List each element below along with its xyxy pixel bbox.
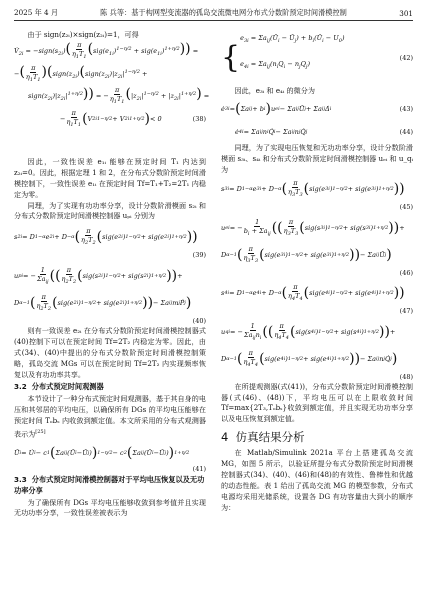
equation-number: (41)	[192, 464, 206, 473]
equation-number: (42)	[399, 54, 413, 62]
page-number: 301	[399, 8, 413, 18]
equation-39: s 2i = D 1−α e 2i + D −α ( $\frac{\pi}{\eta_2T_2}$ ( sig(e 2i ) 1−η/2 + sig(e 2i ) 1+η/2 )) (39)	[14, 227, 206, 260]
equation-number: (40)	[192, 317, 206, 326]
equation-number: (38)	[192, 114, 206, 123]
paragraph: 同理，为了实现电压恢复和无功功率分享，设计分数阶滑模面 s₃ᵢ、s₄ᵢ 和分布式分数阶预定时间滑模控制器 uₑᵢ 和 u_qᵢ 为	[221, 142, 413, 174]
header-title: 陈 兵等：基于构网型变流器的孤岛交流微电网分布式分数阶预定时间滑模控制	[100, 8, 347, 17]
equation-number: (47)	[399, 306, 413, 315]
right-column	[221, 30, 413, 514]
section-heading-4: 4 仿真结果分析	[221, 430, 305, 445]
header-rule	[14, 20, 413, 21]
paragraph: 则有一致误差 e₂ᵢ 在分布式分数阶预定时间滑模控制器式(40)控制下可以在预定时间 Tf=2T₂ 内稳定为零。因此，由式(34)、(40)中提出的分布式分数阶预定时间滑模控制策略，孤岛交流 MGs 可以在预定时间 Tf=2T₂ 内实现频率恢复以及有功功率共享。	[14, 326, 206, 379]
equation-number: (39)	[192, 251, 206, 260]
section-heading-3-2: 3.2 分布式预定时间观测器	[14, 381, 104, 391]
paragraph: 本节设计了一种分布式预定时间观测器，基于其自身的电压和其邻居的平均电压，以确保所有 DGs 的平均电压能够在预定时间 Tₒbₛ 内收敛到额定值。本文所采用的分布式观测器表示为[25]	[14, 393, 206, 438]
left-column	[14, 30, 210, 519]
equation-41: Ū̇ i = U̇ i − c 1 ( Σa ij (Ū i −Ū j ) ) 1−η/2 − c 2 ( Σa ij (Ū i −Ū j ) ) 1+η/2 (41)	[14, 444, 206, 473]
equation-48: u qi = − $\frac{1}{\Sigma a_{ij}n_i}$ (( $\frac{\pi}{\eta_4T_4}$ ( sig(s 4i ) 1−η/2 + sig(s 4i ) 1+η/2 )) + D α−1 ( $\frac{\pi}{\eta_4T_4}$ ( sig(e 4i ) 1−η/2 + sig(e 4i ) 1+η/2 )) − Σa ij n j Q̇ j ) (48)	[221, 321, 413, 381]
paragraph: 因此，e₃ᵢ 和 e₄ᵢ 的微分为	[234, 86, 315, 95]
paragraph: 为了确保所有 DGs 平均电压能够收敛到参考值并且实现无功功率分享，一致性误差被表示为	[14, 497, 206, 518]
equation-number: (46)	[399, 268, 413, 277]
equation-43: ė 3i = ( Σa ij + b i ) u ei − Σa ij Ū̇ j + Σa ij Δ̇ i (43)	[221, 100, 413, 117]
header-date: 2025 年 4 月	[14, 8, 59, 17]
citation[interactable]: [25]	[35, 428, 46, 435]
equation-47: s 4i = D 1−α e 4i + D −α ( $\frac{\pi}{\eta_4T_4}$ ( sig(e 4i ) 1−η/2 + sig(e 4i ) 1+η/2 )) (47)	[221, 282, 413, 315]
paragraph: 因此，一致性误差 e₁ᵢ 能够在预定时间 T₁ 内达到 z₂ᵢ=0。因此，根据定理 1 和 2，在分布式分数阶预定时间滑模控制下，一致性误差 e₁ᵢ 在预定时间 Tf=T₁+T₂=2T₁ 内稳定为零。	[14, 156, 206, 199]
paragraph: 同理，为了实现有功功率分享，设计分数阶滑模面 s₂ᵢ 和分布式分数阶预定时间滑模控制器 uₚᵢ 分别为	[14, 200, 206, 221]
equation-number: (48)	[399, 372, 413, 381]
equation-number: (43)	[399, 104, 413, 113]
equation-number: (44)	[399, 127, 413, 136]
equation-38: $V̇_{2i}$ = $-sign(s_{2i})$( $\frac{\pi}{\eta_1T_1}$ $(sig(e_{1i})^{1-\eta/2} + sig(e_{1i})^{1+\eta/2})$) = −( $\frac{\pi}{\eta_1T_1}$ )($sign(z_{2i})(sign(z_{2i})|z_{2i}|^{1-\eta/2}$ + $sign(z_{2i})|z_{2i}|^{1+\eta/2}$)) = − $\frac{\pi}{\eta_1T_1}$ $(|z_{2i}|^{1-\eta/2} + |z_{2i}|^{1+\eta/2})$ = − $\frac{\pi}{\eta_1T_1}$ ( V 2i 1−η/2 + V 2i 1+η/2 ) < 0 (38)	[14, 40, 210, 128]
equation-45: s 3i = D 1−α e 3i + D −α ( $\frac{\pi}{\eta_3T_3}$ ( sig(e 3i ) 1−η/2 + sig(e 3i ) 1+η/2 )) (45)	[221, 178, 413, 211]
running-header	[14, 6, 413, 20]
section-heading-3-3: 3.3 分布式预定时间滑模控制器对于平均电压恢复以及无功功率分享	[14, 474, 205, 495]
equation-number: (45)	[399, 202, 413, 211]
paragraph: 由于 sign(z₂ᵢ)×sign(z₂ᵢ)=1，可得	[27, 30, 139, 39]
paragraph: 在所提观测器(式(41))，分布式分数阶预定时间滑模控制器(式(46)、(48))下，平均电压可以在上限收敛时间 Tf=max{2T₃,Tₒbₛ}收敛到额定值，并且实现无功功率分享以及电压恢复到额定值。	[221, 381, 413, 424]
equation-46: u ei = − $\frac{1}{b_i + \Sigma a_{ij}}$ (( $\frac{\pi}{\eta_3T_3}$ ( sig(s 3i ) 1−η/2 + sig(s 3i ) 1+η/2 )) + D α−1 ( $\frac{\pi}{\eta_3T_3}$ ( sig(e 3i ) 1−η/2 + sig(e 3i ) 1+η/2 )) − Σa ij Ū̇ j ) (46)	[221, 217, 413, 277]
paragraph: 在 Matlab/Simulink 2021a 平台上搭建孤岛交流 MG，如图 5 所示，以验证所提分布式分数阶预定时间滑模控制器式(34)、(40)、(46)和(48)的有效性、鲁棒性和优越的动态性能。表 1 给出了孤岛交流 MG 的模型参数，分布式电源均采用光储系统，设置各 DG 有功容量由大到小的顺序为：	[221, 448, 413, 512]
equation-40: u pi = − $\frac{1}{\Sigma a_{ij}}$ (( $\frac{\pi}{\eta_2T_2}$ ( sig(s 2i ) 1−η/2 + sig(s 2i ) 1+η/2 )) + D α−1 ( $\frac{\pi}{\eta_2T_2}$ ( sig(e 2i ) 1−η/2 + sig(e 2i ) 1+η/2 )) − Σa ij m j Ṗ j ) (40)	[14, 266, 206, 326]
equation-44: ė 4i = Σa ij n i Q̇ i − Σa ij n j Q̇ j (44)	[235, 127, 413, 136]
equation-42: { $e_{3i}$ = $\Sigma a_{ij}(Ū_i$ − $Ū_j$) + $b_i(Ū_i - U_0)$ $e_{4i} = \Sigma a_{ij}(n_iQ_i - n_jQ_j)$ (42)	[221, 34, 413, 75]
